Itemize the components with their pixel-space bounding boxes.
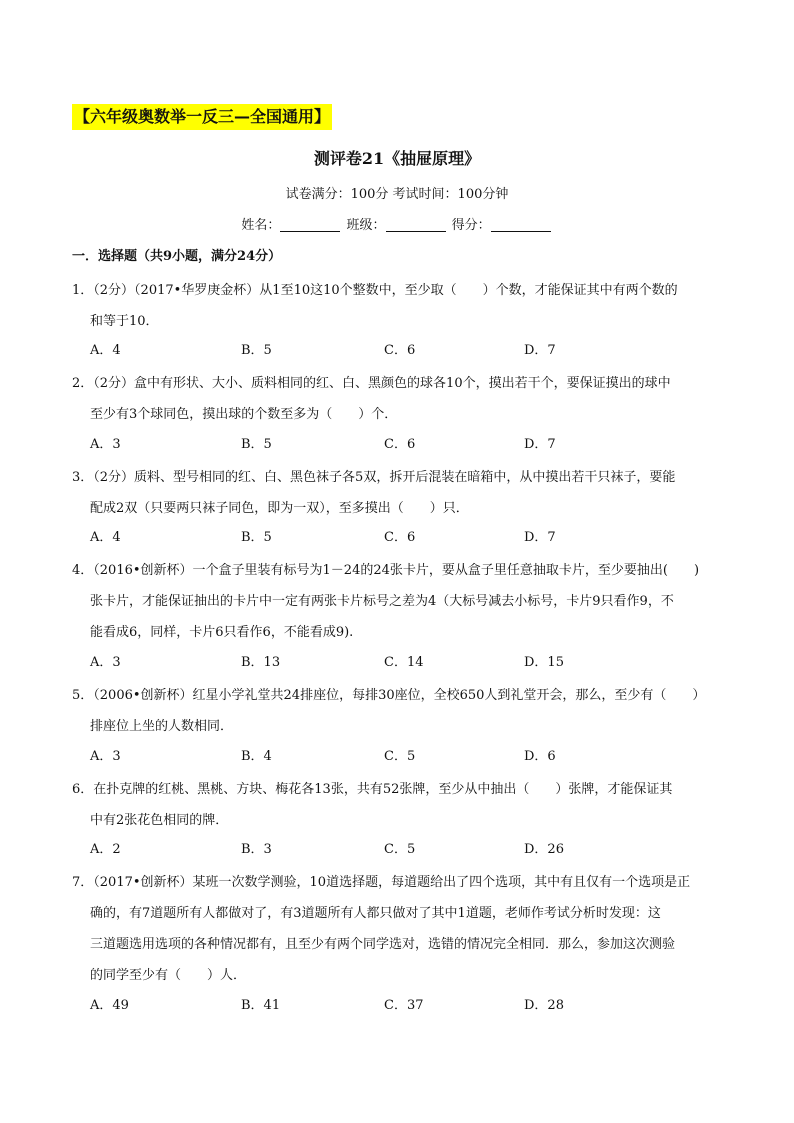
- option-b[interactable]: B．4: [241, 749, 272, 764]
- option-c[interactable]: C．5: [384, 749, 416, 764]
- option-b[interactable]: B．41: [241, 998, 281, 1013]
- score-blank[interactable]: [491, 217, 551, 232]
- class-blank[interactable]: [386, 217, 446, 232]
- question-line: 配成2双（只要两只袜子同色，即为一双），至多摸出（ ）只．: [90, 501, 469, 516]
- question-line: 排座位上坐的人数相同．: [90, 719, 234, 734]
- options-4: [90, 653, 710, 673]
- question-line: 3．（2分）质料、型号相同的红、白、黑色袜子各5双，拆开后混装在暗箱中，从中摸出若干只袜子，要能: [72, 470, 676, 485]
- question-line: 确的，有7道题所有人都做对了，有3道题所有人都只做对了其中1道题，老师作考试分析时发现：这: [90, 906, 661, 921]
- question-2: [72, 368, 727, 430]
- name-blank[interactable]: [280, 217, 340, 232]
- question-3: [72, 462, 727, 524]
- option-b[interactable]: B．13: [241, 655, 281, 670]
- options-2: [90, 435, 710, 455]
- option-a[interactable]: A．3: [90, 655, 121, 670]
- option-c[interactable]: C．5: [384, 842, 416, 857]
- options-5: [90, 747, 710, 767]
- question-1: [72, 275, 727, 337]
- option-d[interactable]: D．26: [524, 842, 564, 857]
- question-line: 5．（2006•创新杯）红星小学礼堂共24排座位，每排30座位，全校650人到礼堂开会，那么，至少有（ ）: [72, 688, 706, 703]
- option-d[interactable]: D．7: [524, 343, 556, 358]
- option-a[interactable]: A．3: [90, 437, 121, 452]
- option-c[interactable]: C．6: [384, 530, 416, 545]
- option-c[interactable]: C．6: [384, 343, 416, 358]
- question-line: 和等于10．: [90, 314, 159, 329]
- question-line: 三道题选用选项的各种情况都有，且至少有两个同学选对，选错的情况完全相同．那么，参加这次测验: [90, 937, 676, 952]
- question-line: 能看成6，同样，卡片6只看作6，不能看成9).: [90, 625, 354, 640]
- question-4: [72, 555, 727, 648]
- option-b[interactable]: B．5: [241, 343, 272, 358]
- exam-meta: 试卷满分：100分 考试时间：100分钟: [285, 187, 509, 202]
- question-line: 张卡片，才能保证抽出的卡片中一定有两张卡片标号之差为4（大标号减去小标号，卡片9只看作9，不: [90, 594, 674, 609]
- question-5: [72, 680, 727, 742]
- option-a[interactable]: A．4: [90, 343, 121, 358]
- option-d[interactable]: D．15: [524, 655, 564, 670]
- question-line: 7．（2017•创新杯）某班一次数学测验，10道选择题，每道题给出了四个选项，其中有且仅有一个选项是正: [72, 875, 691, 890]
- option-c[interactable]: C．37: [384, 998, 424, 1013]
- option-d[interactable]: D．6: [524, 749, 556, 764]
- section-heading: 一．选择题（共9小题，满分24分）: [72, 249, 282, 264]
- question-line: 中有2张花色相同的牌．: [90, 813, 229, 828]
- options-7: [90, 996, 710, 1016]
- question-line: 至少有3个球同色，摸出球的个数至多为（ ）个．: [90, 407, 398, 422]
- page-title: 测评卷21《抽屉原理》: [313, 149, 481, 168]
- options-3: [90, 528, 710, 548]
- option-d[interactable]: D．7: [524, 437, 556, 452]
- options-1: [90, 341, 710, 361]
- option-b[interactable]: B．5: [241, 437, 272, 452]
- option-b[interactable]: B．3: [241, 842, 272, 857]
- option-c[interactable]: C．14: [384, 655, 424, 670]
- option-b[interactable]: B．5: [241, 530, 272, 545]
- question-6: [72, 774, 727, 836]
- name-label: 姓名：: [241, 218, 281, 233]
- option-c[interactable]: C．6: [384, 437, 416, 452]
- question-line: 2．（2分）盒中有形状、大小、质料相同的红、白、黑颜色的球各10个，摸出若干个，要保证摸出的球中: [72, 376, 671, 391]
- question-line: 的同学至少有（ ）人．: [90, 968, 247, 983]
- options-6: [90, 840, 710, 860]
- series-banner: 【六年级奥数举一反三—全国通用】: [72, 104, 332, 130]
- question-line: 1．（2分）（2017•华罗庚金杯）从1至10这10个整数中，至少取（ ）个数，才能保证其中有两个数的: [72, 283, 678, 298]
- score-label: 得分：: [451, 218, 491, 233]
- option-d[interactable]: D．28: [524, 998, 564, 1013]
- question-7: [72, 867, 727, 991]
- question-line: 6．在扑克牌的红桃、黑桃、方块、梅花各13张，共有52张牌，至少从中抽出（ ）张牌，才能保证其: [72, 782, 673, 797]
- option-a[interactable]: A．3: [90, 749, 121, 764]
- option-a[interactable]: A．2: [90, 842, 121, 857]
- class-label: 班级：: [346, 218, 386, 233]
- option-a[interactable]: A．49: [90, 998, 129, 1013]
- question-line: 4．（2016•创新杯）一个盒子里装有标号为1－24的24张卡片，要从盒子里任意抽取卡片，至少要抽出( ): [72, 563, 700, 578]
- student-info-row: [0, 216, 794, 236]
- option-d[interactable]: D．7: [524, 530, 556, 545]
- option-a[interactable]: A．4: [90, 530, 121, 545]
